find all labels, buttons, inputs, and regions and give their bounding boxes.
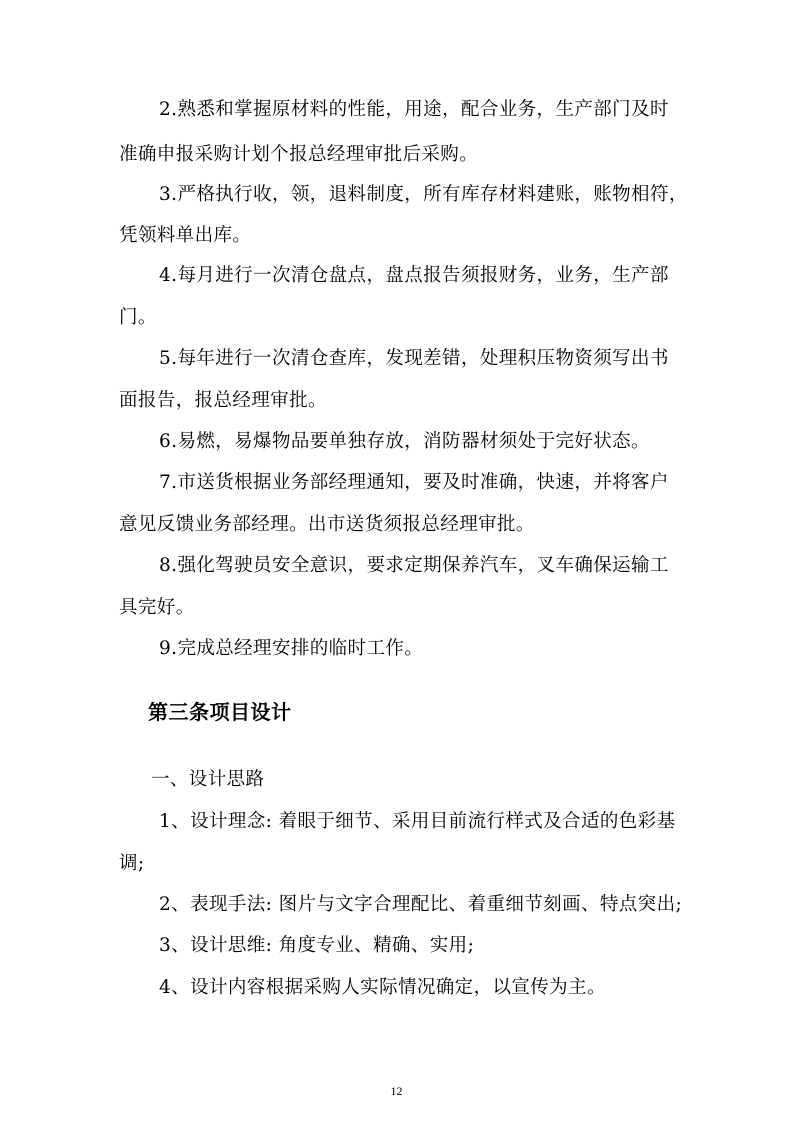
paragraph-7-line-2: 意见反馈业务部经理。出市送货须报总经理审批。 (119, 514, 535, 535)
list-item-3-line-1: 3、设计思维: 角度专业、精确、实用; (159, 935, 475, 956)
paragraph-8-line-1: 8.强化驾驶员安全意识，要求定期保养汽车，叉车确保运输工 (159, 555, 669, 576)
list-item-4-line-1: 4、设计内容根据采购人实际情况确定，以宣传为主。 (159, 977, 606, 998)
list-item-2-line-1: 2、表现手法: 图片与文字合理配比、着重细节刻画、特点突出; (159, 894, 683, 915)
paragraph-6-line-1: 6.易燃，易爆物品要单独存放，消防器材须处于完好状态。 (159, 431, 650, 452)
paragraph-9-line-1: 9.完成总经理安排的临时工作。 (159, 638, 424, 659)
paragraph-2-line-2: 准确申报采购计划个报总经理审批后采购。 (119, 144, 479, 165)
paragraph-3-line-2: 凭领料单出库。 (119, 225, 252, 246)
list-item-1-line-2: 调; (119, 853, 145, 874)
page-number: 12 (390, 1084, 403, 1098)
list-item-1-line-1: 1、设计理念: 着眼于细节、采用目前流行样式及合适的色彩基 (159, 811, 676, 832)
paragraph-3-line-1: 3.严格执行收，领，退料制度，所有库存材料建账，账物相符， (159, 184, 688, 205)
paragraph-8-line-2: 具完好。 (119, 597, 195, 618)
paragraph-4-line-2: 门。 (119, 307, 157, 328)
paragraph-4-line-1: 4.每月进行一次清仓盘点，盘点报告须报财务，业务，生产部 (159, 265, 669, 286)
paragraph-5-line-2: 面报告，报总经理审批。 (119, 390, 327, 411)
paragraph-5-line-1: 5.每年进行一次清仓查库，发现差错，处理积压物资须写出书 (159, 348, 669, 369)
subheading: 一、设计思路 (151, 769, 265, 790)
paragraph-2-line-1: 2.熟悉和掌握原材料的性能，用途，配合业务，生产部门及时 (159, 99, 669, 120)
section-heading: 第三条项目设计 (148, 700, 292, 724)
paragraph-7-line-1: 7.市送货根据业务部经理通知，要及时准确，快速，并将客户 (159, 472, 669, 493)
